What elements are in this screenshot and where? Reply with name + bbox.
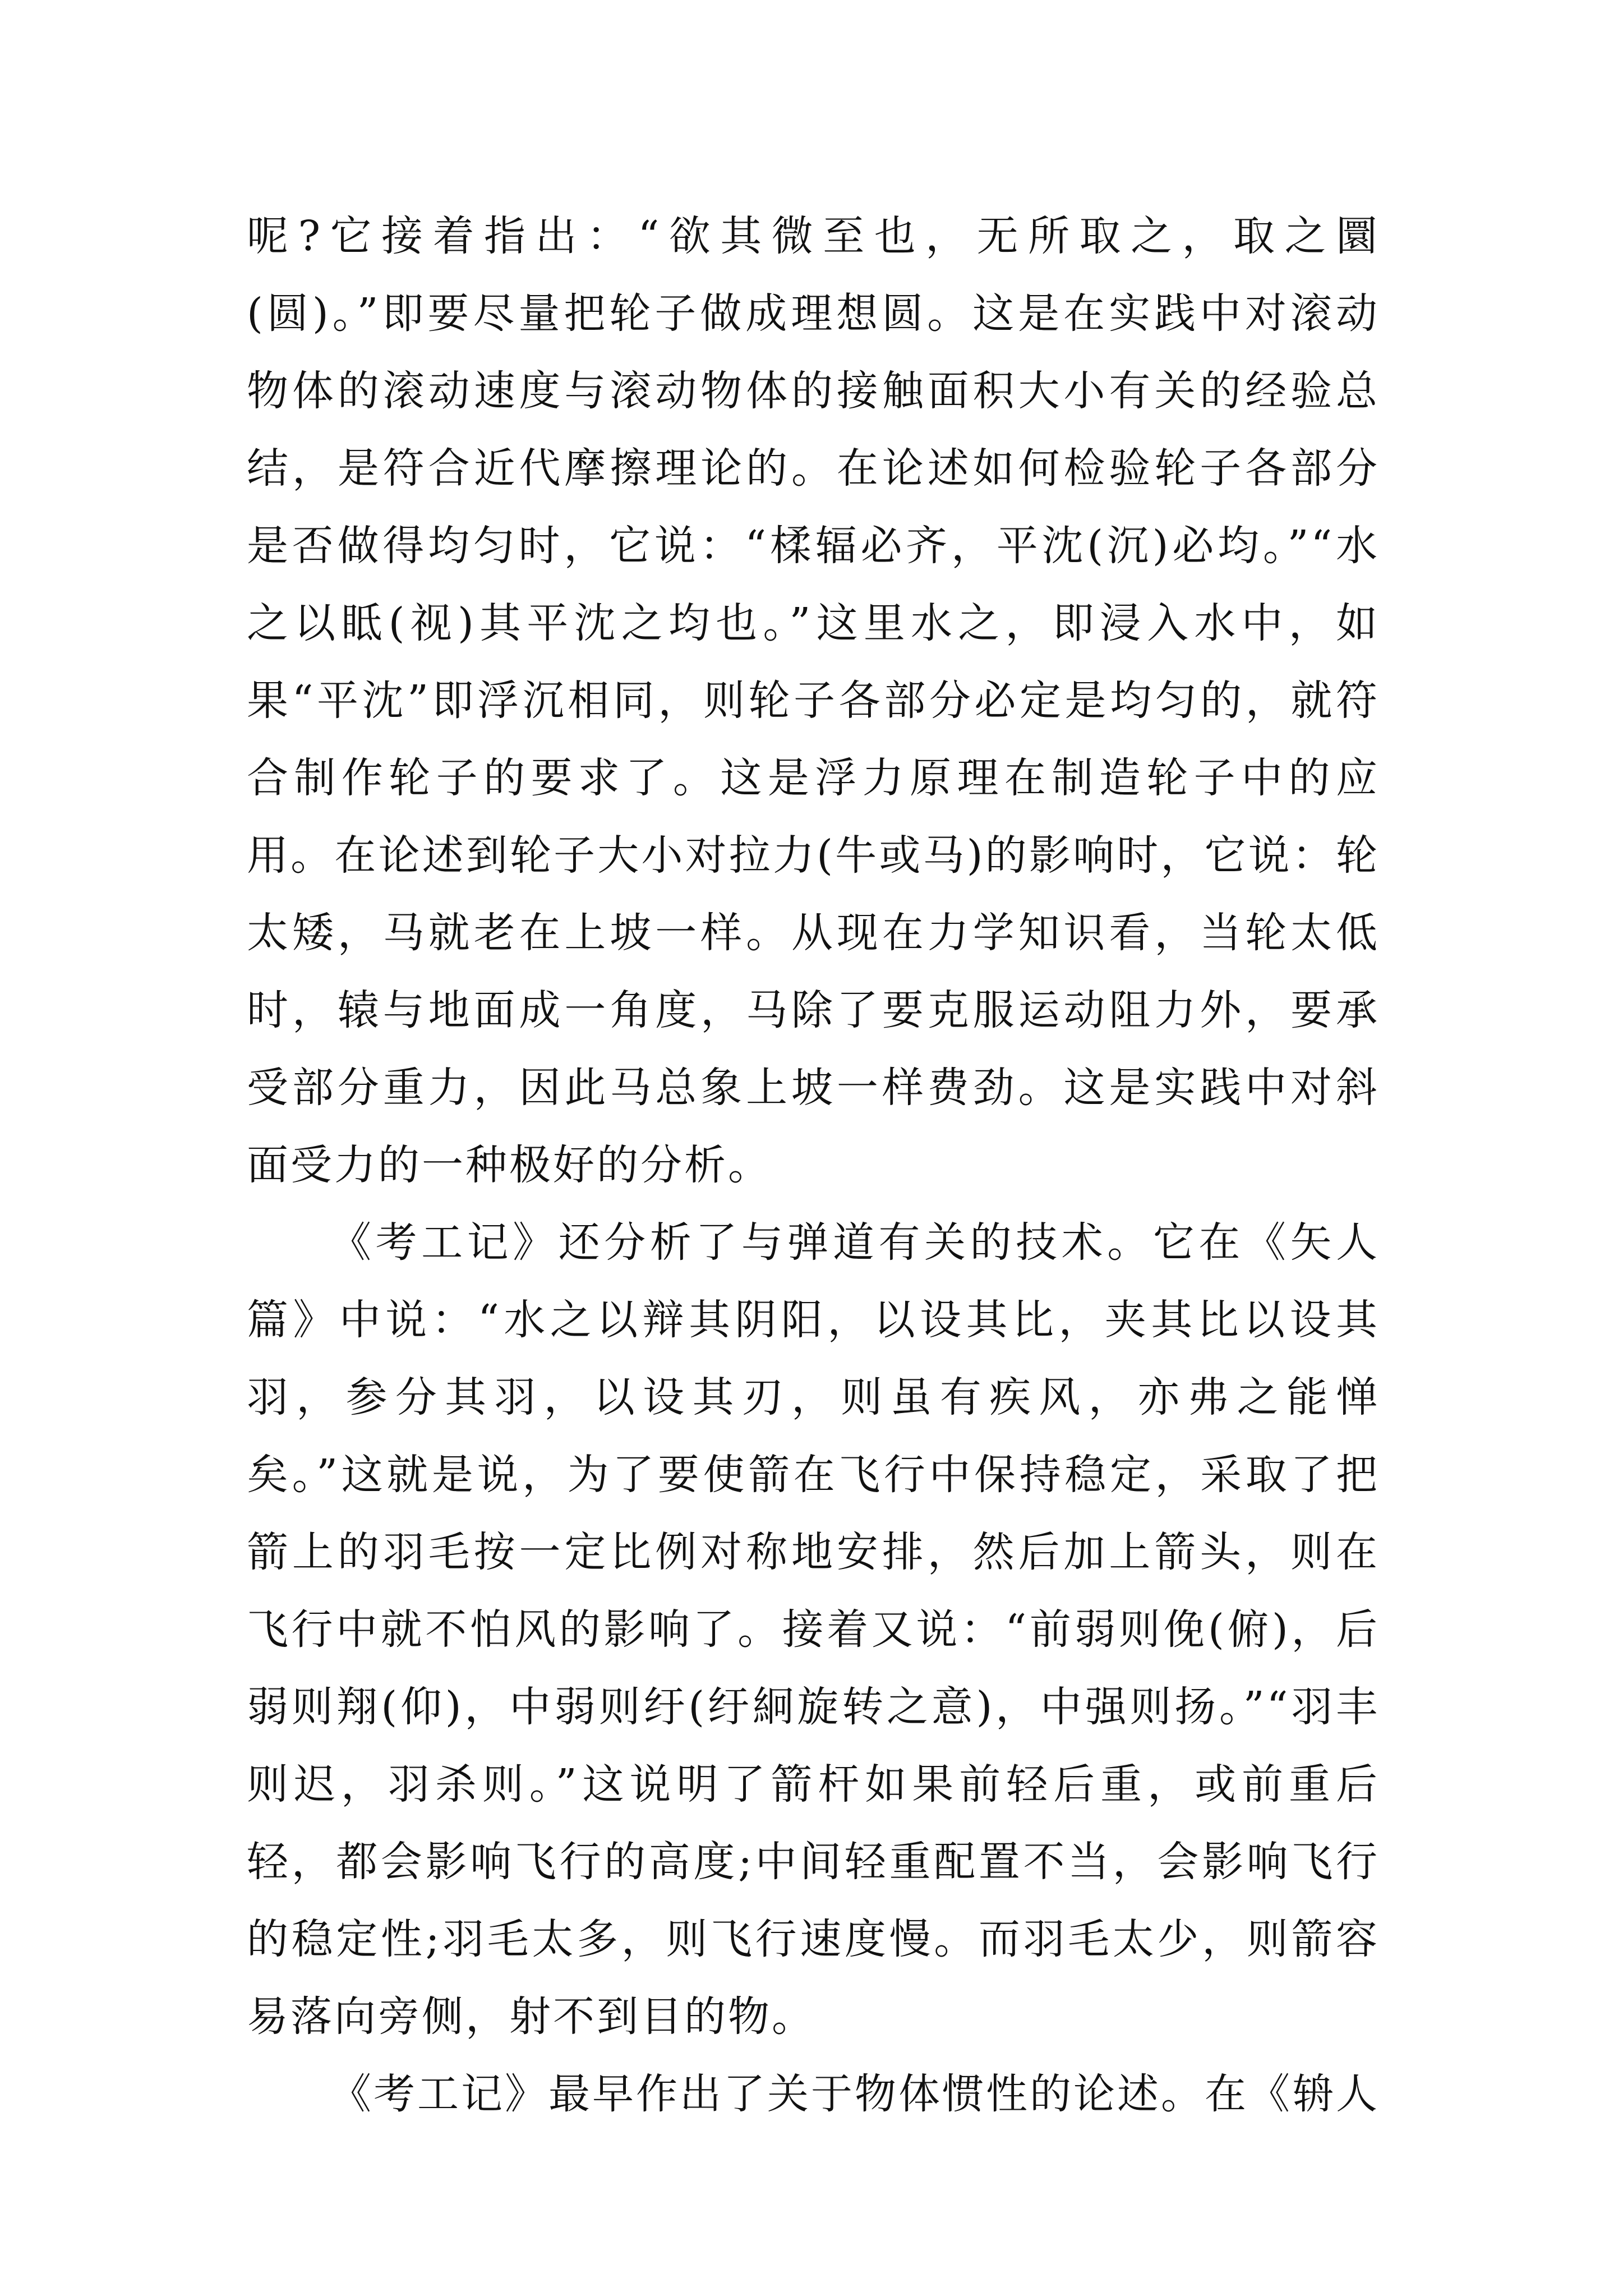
paragraph-arrow-ballistics: 《考工记》还分析了与弹道有关的技术。它在《矢人篇》中说：“水之以辩其阴阳，以设其比，夹其比以设其羽，参分其羽，以设其刃，则虽有疾风，亦弗之能惮矣。”这就是说，为了要使箭在飞行中保持稳定，采取了把箭上的羽毛按一定比例对称地安排，然后加上箭头，则在飞行中就不怕风的影响了。接着又说：“前弱则俛(俯)，后弱则翔(仰)，中弱则纡(纡絅旋转之意)，中强则扬。”“羽丰则迟，羽杀则。”这说明了箭杆如果前轻后重，或前重后轻，都会影响飞行的高度;中间轻重配置不当，会影响飞行的稳定性;羽毛太多，则飞行速度慢。而羽毛太少，则箭容易落向旁侧，射不到目的物。 — [247, 1218, 1380, 2041]
paragraph-inertia: 《考工记》最早作出了关于物体惯性的论述。在《辀人 — [330, 2070, 1380, 2118]
paragraph-wheel-physics: 呢?它接着指出：“欲其微至也，无所取之，取之圜(圆)。”即要尽量把轮子做成理想圆。这是在实践中对滚动物体的滚动速度与滚动物体的接触面积大小有关的经验总结，是符合近代摩擦理论的。在论述如何检验轮子各部分是否做得均匀时，它说：“楺辐必齐，平沈(沉)必均。”“水之以眡(视)其平沈之均也。”这里水之，即浸入水中，如果“平沈”即浮沉相同，则轮子各部分必定是均匀的，就符合制作轮子的要求了。这是浮力原理在制造轮子中的应用。在论述到轮子大小对拉力(牛或马)的影响时，它说：轮太矮，马就老在上坡一样。从现在力学知识看，当轮太低时，辕与地面成一角度，马除了要克服运动阻力外，要承受部分重力，因此马总象上坡一样费劲。这是实践中对斜面受力的一种极好的分析。 — [247, 212, 1380, 1189]
body-text — [247, 197, 1380, 2133]
